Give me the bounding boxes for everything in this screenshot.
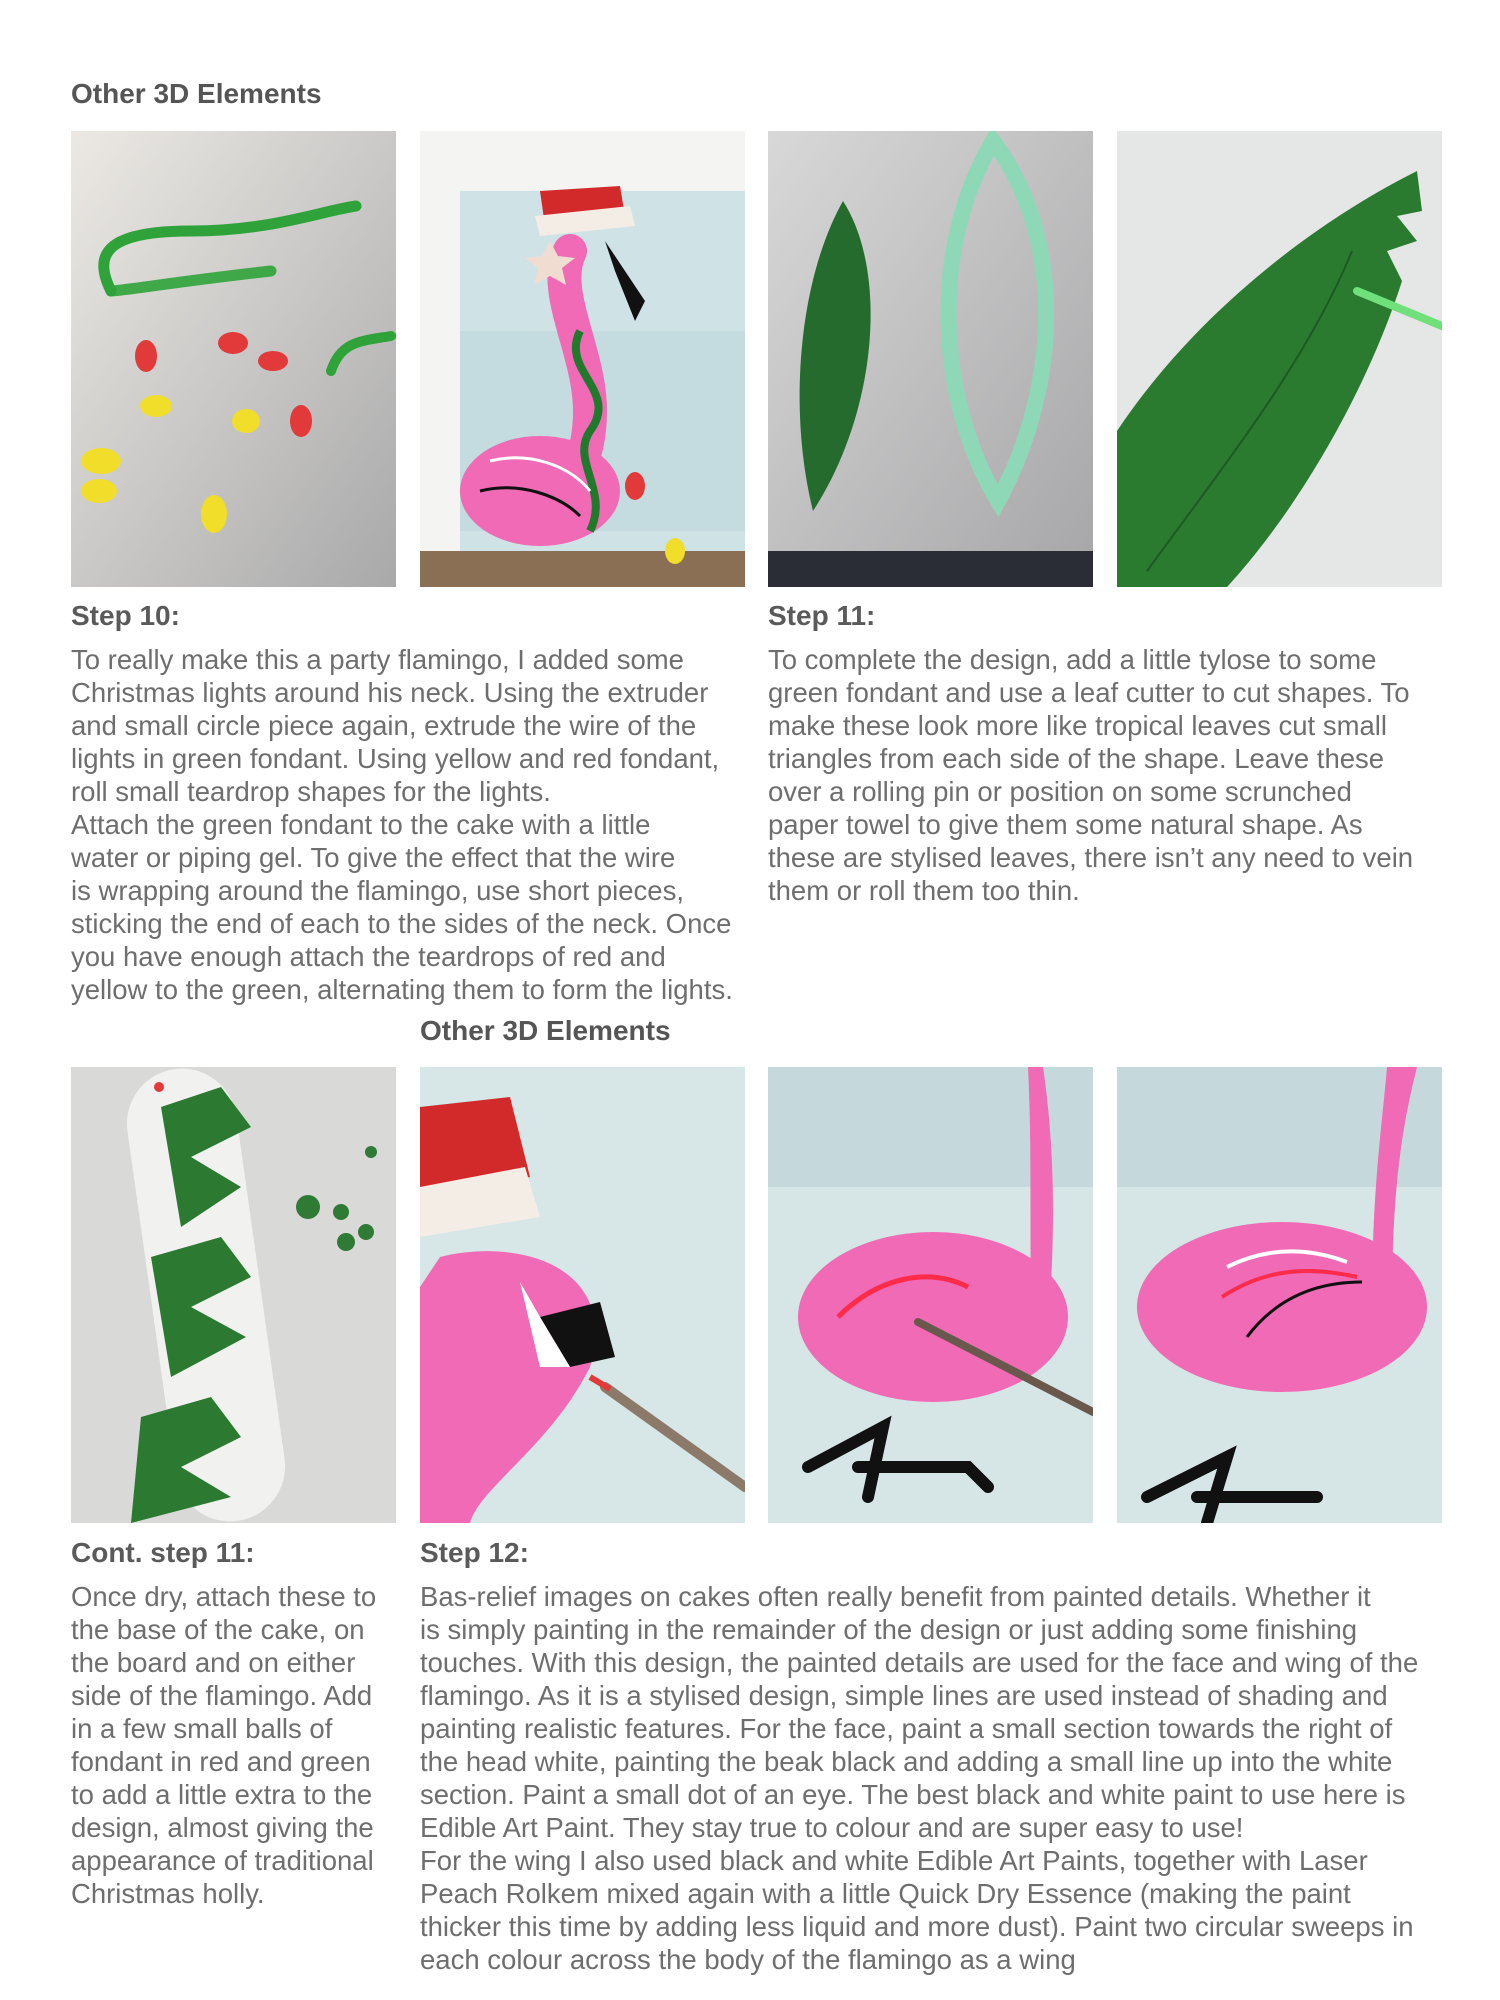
photo-leaf-triangle-cut [1117, 131, 1442, 587]
photo-painting-wing [768, 1067, 1093, 1523]
photo-leaves-on-rolling-pin [71, 1067, 396, 1523]
photo-leaf-and-cutter [768, 131, 1093, 587]
step-10-title: Step 10: [71, 600, 180, 631]
photo-christmas-lights-pieces [71, 131, 396, 587]
step-11-text: To complete the design, add a little tylose to some green fondant and use a leaf cutter to cut shapes. To make these look more like tropical leaves cut small triangles from each side of the shape. Leave these over a rolling pin or position on some scrunched paper towel to give them some natural shape. As these are stylised leaves, there isn’t any need to vein them or roll them too thin. [768, 644, 1414, 906]
step-10-text: To really make this a party flamingo, I added some Christmas lights around his neck. Using the extruder and small circle piece again, extrude the wire of the lights in green fondant. Using yellow and red fondant, roll small teardrop shapes for the lights. Attach the green fondant to the cake with a little water or piping gel. To give the effect that the wire is wrapping around the flamingo, use short pieces, sticking the end of each to the sides of the neck. Once you have enough attach the teardrops of red and yellow to the green, alternating them to form the lights. [71, 644, 733, 1005]
step-11-title: Step 11: [768, 600, 876, 631]
photo-finished-wing [1117, 1067, 1442, 1523]
cont-step-11-text: Once dry, attach these to the base of the cake, on the board and on either side of the flamingo. Add in a few small balls of fondant in red and green to add a little extra to the design, almost giving the appearance of traditional Christmas holly. [71, 1581, 377, 1909]
step-12-title: Step 12: [420, 1537, 529, 1568]
section-heading-1: Other 3D Elements [71, 78, 322, 109]
section-heading-2: Other 3D Elements [420, 1015, 671, 1046]
step-12-text: Bas-relief images on cakes often really benefit from painted details. Whether it is simply painting in the remainder of the design or just adding some finishing touches. With this design, the painted details are used for the face and wing of the flamingo. As it is a stylised design, simple lines are used instead of shading and painting realistic features. For the face, paint a small section towards the right of the head white, painting the beak black and adding a small line up into the white section. Paint a small dot of an eye. The best black and white paint to use here is Edible Art Paint. They stay true to colour and are super easy to use! For the wing I also used black and white Edible Art Paints, together with Laser Peach Rolkem mixed again with a little Quick Dry Essence (making the paint thicker this time by adding less liquid and more dust). Paint two circular sweeps in each colour across the body of the flamingo as a wing [420, 1581, 1419, 1975]
photo-painting-beak [420, 1067, 745, 1523]
photo-flamingo-with-lights [420, 131, 745, 587]
cont-step-11-title: Cont. step 11: [71, 1537, 255, 1568]
